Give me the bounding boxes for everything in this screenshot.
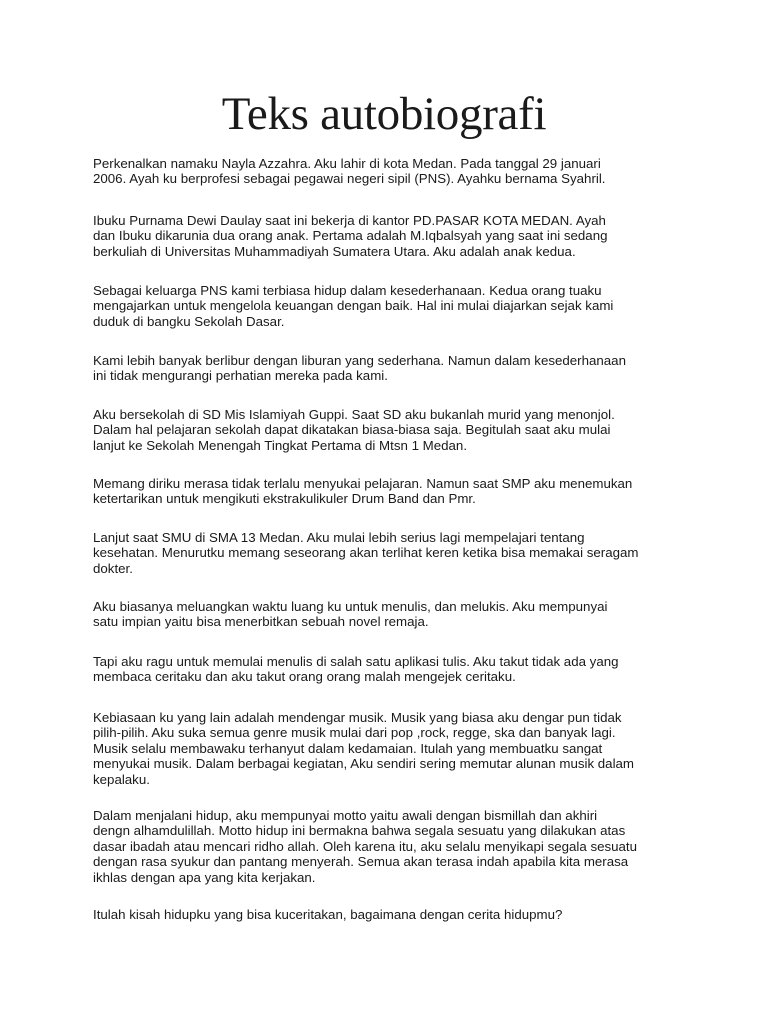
paragraph-writing-doubts: Tapi aku ragu untuk memulai menulis di salah satu aplikasi tulis. Aku takut tidak ada yang membaca ceritaku dan aku takut orang orang malah mengejek ceritaku. — [93, 654, 619, 685]
paragraph-junior-high: Memang diriku merasa tidak terlalu menyukai pelajaran. Namun saat SMP aku menemukan ketertarikan untuk mengikuti ekstrakulikuler Drum Band dan Pmr. — [93, 476, 633, 507]
paragraph-holidays: Kami lebih banyak berlibur dengan liburan yang sederhana. Namun dalam kesederhanaan ini tidak mengurangi perhatian mereka pada kami. — [93, 353, 626, 384]
paragraph-family: Ibuku Purnama Dewi Daulay saat ini bekerja di kantor PD.PASAR KOTA MEDAN. Ayah dan Ibuku dikarunia dua orang anak. Pertama adalah M.Iqbalsyah yang saat ini sedang berkuliah di Universitas Muhammadiyah Sumatera Utara. Aku adalah anak kedua. — [93, 213, 608, 259]
document-title: Teks autobiografi — [221, 88, 547, 140]
paragraph-elementary-school: Aku bersekolah di SD Mis Islamiyah Guppi. Saat SD aku bukanlah murid yang menonjol. Dalam hal pelajaran sekolah dapat dikatakan biasa-biasa saja. Begitulah saat aku mulai lanjut ke Sekolah Menengah Tingkat Pertama di Mtsn 1 Medan. — [93, 407, 615, 453]
paragraph-hobbies: Aku biasanya meluangkan waktu luang ku untuk menulis, dan melukis. Aku mempunyai satu impian yaitu bisa menerbitkan sebuah novel remaja. — [93, 599, 608, 630]
paragraph-music: Kebiasaan ku yang lain adalah mendengar musik. Musik yang biasa aku dengar pun tidak pilih-pilih. Aku suka semua genre musik mulai dari pop ,rock, regge, ska dan banyak lagi. Musik selalu membawaku terhanyut dalam kedamaian. Itulah yang membuatku sangat menyukai musik. Dalam berbagai kegiatan, Aku sendiri sering memutar alunan musik dalam kepalaku. — [93, 710, 634, 787]
paragraph-senior-high: Lanjut saat SMU di SMA 13 Medan. Aku mulai lebih serius lagi mempelajari tentang kesehatan. Menurutku memang seseorang akan terlihat keren ketika bisa memakai seragam dokter. — [93, 530, 639, 576]
paragraph-motto: Dalam menjalani hidup, aku mempunyai motto yaitu awali dengan bismillah dan akhiri dengn alhamdulillah. Motto hidup ini bermakna bahwa segala sesuatu yang dilakukan atas dasar ibadah atau mencari ridho allah. Oleh karena itu, aku selalu menyikapi segala sesuatu dengan rasa syukur dan pantang menyerah. Semua akan terasa indah apabila kita merasa ikhlas dengan apa yang kita kerjakan. — [93, 808, 638, 885]
paragraph-closing: Itulah kisah hidupku yang bisa kuceritakan, bagaimana dengan cerita hidupmu? — [93, 907, 563, 922]
paragraph-introduction: Perkenalkan namaku Nayla Azzahra. Aku lahir di kota Medan. Pada tanggal 29 januari 2006. Ayah ku berprofesi sebagai pegawai negeri sipil (PNS). Ayahku bernama Syahril. — [93, 156, 606, 187]
paragraph-simplicity: Sebagai keluarga PNS kami terbiasa hidup dalam kesederhanaan. Kedua orang tuaku mengajarkan untuk mengelola keuangan dengan baik. Hal ini mulai diajarkan sejak kami duduk di bangku Sekolah Dasar. — [93, 283, 614, 329]
